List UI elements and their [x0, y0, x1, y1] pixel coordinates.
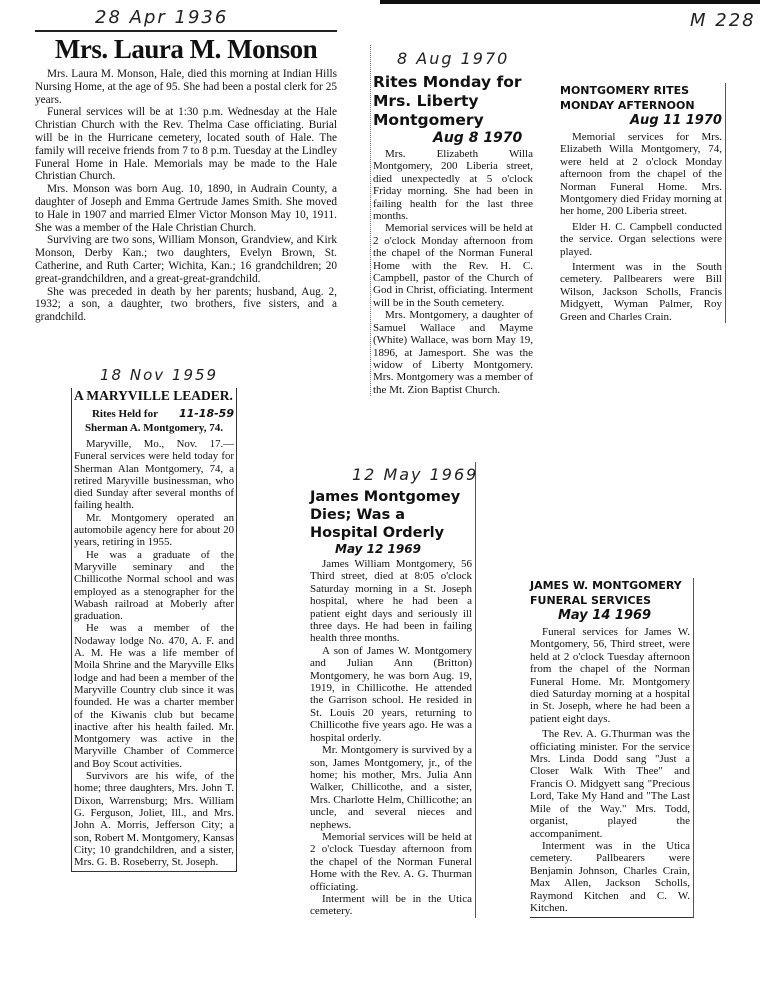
- paragraph: He was a member of the Nodaway lodge No. 470, A. F. and A. M. He was a life member of Moila Shrine and the Maryville Elks lodge and had been a member of the Maryville Country club since it was founded. He was a charter member of the Kiwanis club but became inactive after his health failed. Mr. Montgomery was active in the Maryville Chamber of Commerce and Boy Scout activities.: [74, 622, 234, 770]
- paragraph: Interment was in the South cemetery. Pallbearers were Bill Wilson, Jackson Scholls, Francis Midgyett, Wyman Palmer, Roy Green and Charles Crain.: [560, 261, 722, 323]
- obituary-body: [560, 131, 722, 323]
- clipping-james-w-montgomery: [530, 578, 694, 918]
- paragraph: Funeral services will be at 1:30 p.m. Wednesday at the Hale Christian Church with the Rev. Thelma Case officiating. Burial will be in the Hurricane cemetery, located south of Hale. The family will receive friends from 7 to 8 p.m. Tuesday at the Lindley Funeral Home in Hale. Memorials may be made to the Hale Christian Church.: [35, 106, 337, 183]
- paragraph: She was preceded in death by her parents; husband, Aug. 2, 1932; a son, a daughter, two brothers, five sisters, and a grandchild.: [35, 285, 337, 324]
- obituary-body: [310, 558, 472, 918]
- obituary-body: [35, 68, 337, 324]
- paragraph: Mrs. Laura M. Monson, Hale, died this morning at Indian Hills Nursing Home, at the age of 95. She had been a postal clerk for 25 years.: [35, 68, 337, 106]
- paragraph: Memorial services will be held at 2 o'clock Monday afternoon from the chapel of the Norman Funeral Home with the Rev. H. C. Campbell, pastor of the Church of God in Christ, officiating. Interment will be in the South cemetery.: [373, 222, 533, 309]
- divider: [35, 30, 337, 32]
- paragraph: Memorial services will be held at 2 o'clock Tuesday afternoon from the chapel of the Norman Funeral Home with the Rev. A. G. Thurman officiating.: [310, 830, 472, 893]
- obituary-body: [74, 438, 234, 868]
- obituary-title: James Montgomey Dies; Was a Hospital Orderly: [310, 489, 461, 541]
- paragraph: Interment was in the Utica cemetery. Pallbearers were Benjamin Johnson, Charles Crain, Max Allen, Jackson Scholls, Raymond Kitchen and C. W. Kitchen.: [530, 839, 690, 914]
- handwritten-date-overlay: Aug 11 1970: [630, 113, 722, 128]
- clipping-james-montgomery: [310, 462, 479, 918]
- handwritten-date: 28 Apr 1936: [95, 7, 229, 28]
- handwritten-date-overlay: May 12 1969: [335, 542, 421, 556]
- clipping-montgomery-rites: [560, 83, 726, 323]
- paragraph: James William Montgomery, 56 Third street, died at 8:05 o'clock Saturday morning in a St. Joseph hospital, where he had been a patient eight days and seriously ill three days. He had been in failing health three months.: [310, 558, 472, 645]
- obituary-title: Rites Monday for Mrs. Liberty Montgomery: [373, 73, 522, 129]
- handwritten-date: 12 May 1969: [352, 465, 479, 484]
- obituary-title: Mrs. Laura M. Monson: [54, 34, 318, 64]
- paragraph: Maryville, Mo., Nov. 17.—Funeral services were held today for Sherman Alan Montgomery, 74, a retired Maryville businessman, who died Sunday after several months of failing health.: [74, 438, 234, 512]
- obituary-title: Rites Held for Sherman A. Montgomery, 74.: [84, 408, 224, 434]
- paragraph: Mrs. Elizabeth Willa Montgomery, 200 Liberia street, died unexpectedly at 5 o'clock Friday morning. She had been in failing health for the last three months.: [373, 148, 533, 223]
- paragraph: Survivors are his wife, of the home; three daughters, Mrs. John T. Dixon, Warrensburg; Mrs. William G. Ferguson, Joliet, Ill., and Mrs. John A. Morris, Jefferson City; a son, Robert M. Montgomery, Kansas City; 10 grandchildren, and a sister, Mrs. G. B. Roseberry, St. Joseph.: [74, 770, 234, 869]
- handwritten-date: 8 Aug 1970: [397, 49, 510, 68]
- clipping-sherman-montgomery: [71, 388, 237, 872]
- paragraph: Elder H. C. Campbell conducted the service. Organ selections were played.: [560, 220, 722, 258]
- handwritten-date-overlay: 11-18-59: [178, 407, 234, 420]
- paragraph: Mr. Montgomery operated an automobile agency here for about 20 years, retiring in 1955.: [74, 511, 234, 549]
- clipping-liberty-montgomery: [370, 45, 533, 396]
- paragraph: Mrs. Montgomery, a daughter of Samuel Wallace and Mayme (White) Wallace, was born May 19, 1896, at Jamesport. She was the widow of Liberty Montgomery. Mrs. Montgomery was a member of the Mt. Zion Baptist Church.: [373, 309, 533, 396]
- obituary-title: JAMES W. MONTGOMERY FUNERAL SERVICES: [530, 579, 682, 607]
- paragraph: The Rev. A. G.Thurman was the officiating minister. For the service Mrs. Linda Dodd sang "Just a Closer Walk With Thee" and Francis O. Midgyett sang "Precious Lord, Take My Hand and "The Last Mile of the Way." Mrs. Todd, organist, played the accompaniment.: [530, 728, 690, 840]
- paragraph: He was a graduate of the Maryville seminary and the Chillicothe Normal school and was employed as a stenographer for the Wabash railroad at Moberly after graduation.: [74, 548, 234, 623]
- obituary-body: [530, 626, 690, 914]
- paragraph: A son of James W. Montgomery and Julian Ann (Britton) Montgomery, he was born Aug. 19, 1919, in Chillicothe. He attended the Garrison school. He resided in St. Louis 20 years, returning to Chillicothe five years ago. He was a hospital orderly.: [310, 644, 472, 744]
- handwritten-date-overlay: May 14 1969: [558, 608, 652, 623]
- obituary-body: [373, 148, 533, 396]
- paragraph: Mrs. Monson was born Aug. 10, 1890, in Audrain County, a daughter of Joseph and Emma Gertrude James Smith. She moved to Hale in 1907 and married Elmer Victor Monson May 10, 1911. She was a member of the Hale Christian Church.: [35, 183, 337, 234]
- paragraph: Funeral services for James W. Montgomery, 56, Third street, were held at 2 o'clock Tuesday afternoon from the chapel of the Norman Funeral Home. Mr. Montgomery died Saturday morning at a hospital in St. Joseph, where he had been a patient eight days.: [530, 626, 690, 725]
- paragraph: Interment will be in the Utica cemetery.: [310, 892, 472, 918]
- scan-edge-bar: [380, 0, 760, 4]
- paragraph: Memorial services for Mrs. Elizabeth Willa Montgomery, 74, were held at 2 o'clock Monday afternoon from the chapel of the Norman Funeral Home. Mrs. Montgomery died Friday morning at her home, 200 Liberia street.: [560, 131, 722, 218]
- paragraph: Mr. Montgomery is survived by a son, James Montgomery, jr., of the home; his mother, Mrs. Julia Ann Walker, Chillicothe, and a sister, Mrs. Charlotte Helm, Chillicothe; an uncle, and several nieces and nephews.: [310, 744, 472, 831]
- clipping-monson: [35, 6, 337, 324]
- newspaper-header: A MARYVILLE LEADER.: [74, 388, 233, 403]
- obituary-title: MONTGOMERY RITES MONDAY AFTERNOON: [560, 84, 695, 112]
- obituary-title-block: [74, 407, 234, 435]
- paragraph: Surviving are two sons, William Monson, Grandview, and Kirk Monson, Derby Kan.; two daughters, Evelyn Brown, St. Catherine, and Ruth Carter; Wichita, Kan.; 16 grandchildren; 20 great-grandchildren, and a great-great-grandchild.: [35, 234, 337, 285]
- handwritten-date-overlay: Aug 8 1970: [433, 130, 523, 146]
- page-number-note: M 228: [690, 10, 756, 31]
- handwritten-date: 18 Nov 1959: [100, 366, 219, 384]
